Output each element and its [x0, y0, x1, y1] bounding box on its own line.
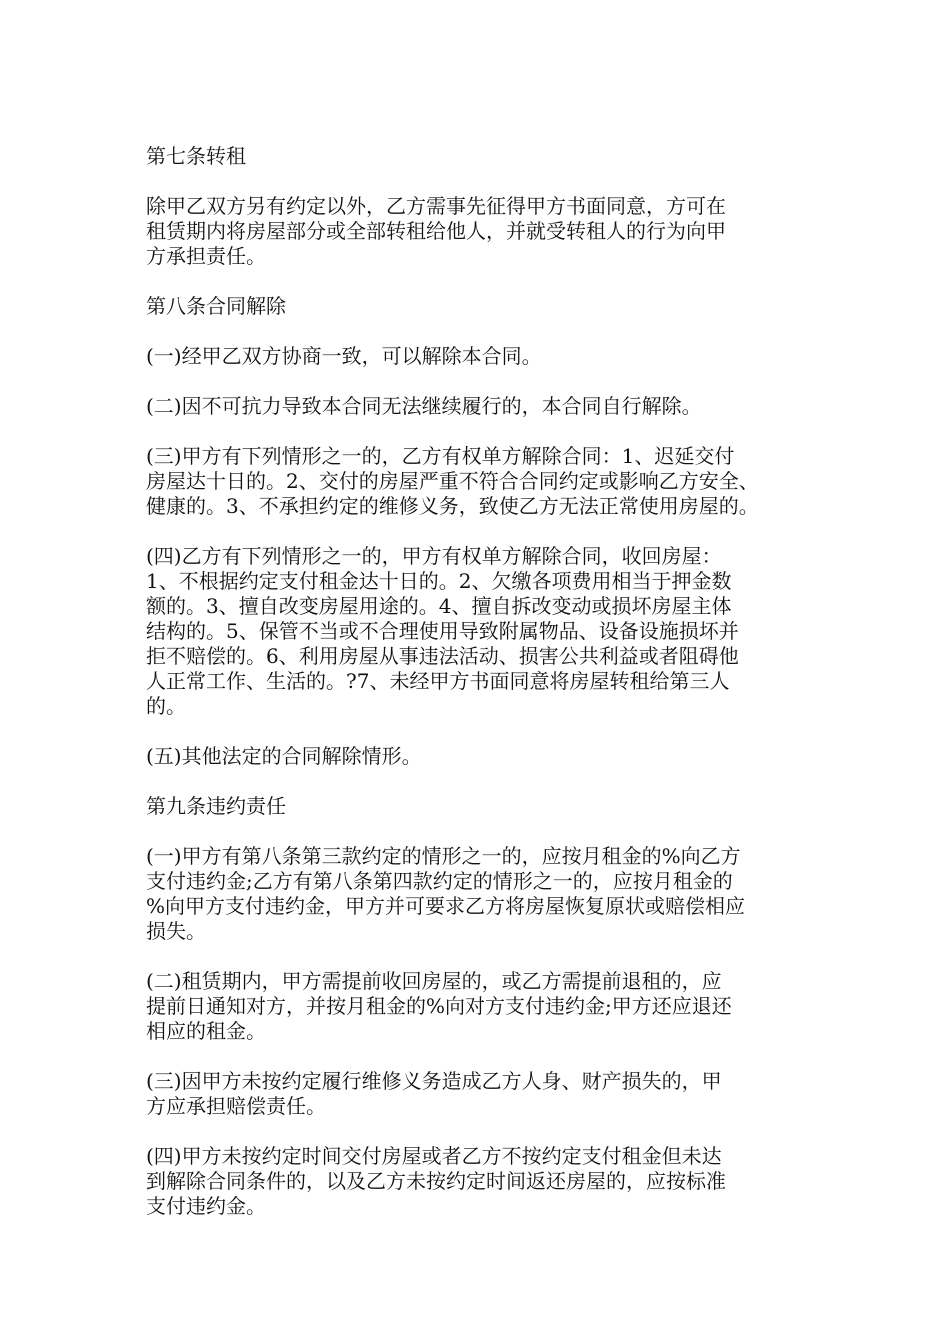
article-8-item-3: (三)甲方有下列情形之一的，乙方有权单方解除合同：1、迟延交付 房屋达十日的。2、交付的房屋严重不符合合同约定或影响乙方安全、 健康的。3、不承担约定的维修义务，致使乙方无法正常使用房屋的。	[146, 444, 759, 518]
article-9-item-1: (一)甲方有第八条第三款约定的情形之一的，应按月租金的%向乙方 支付违约金;乙方有第八条第四款约定的情形之一的，应按月租金的 %向甲方支付违约金，甲方并可要求乙方将房屋恢复原状或赔偿相应 损失。	[146, 844, 746, 943]
article-9-item-4: (四)甲方未按约定时间交付房屋或者乙方不按约定支付租金但未达 到解除合同条件的，以及乙方未按约定时间返还房屋的，应按标准 支付违约金。	[146, 1144, 726, 1218]
document-page	[146, 144, 818, 1244]
article-9-item-3: (三)因甲方未按约定履行维修义务造成乙方人身、财产损失的，甲 方应承担赔偿责任。	[146, 1069, 722, 1118]
article-7-body: 除甲乙双方另有约定以外，乙方需事先征得甲方书面同意，方可在 租赁期内将房屋部分或全部转租给他人，并就受转租人的行为向甲 方承担责任。	[146, 194, 726, 268]
article-9-item-2: (二)租赁期内，甲方需提前收回房屋的，或乙方需提前退租的，应 提前日通知对方，并按月租金的%向对方支付违约金;甲方还应退还 相应的租金。	[146, 969, 732, 1043]
article-7-heading: 第七条转租	[146, 144, 246, 168]
article-9-heading: 第九条违约责任	[146, 794, 286, 818]
article-8-item-5: (五)其他法定的合同解除情形。	[146, 744, 422, 768]
article-8-item-1: (一)经甲乙双方协商一致，可以解除本合同。	[146, 344, 542, 368]
article-8-item-2: (二)因不可抗力导致本合同无法继续履行的，本合同自行解除。	[146, 394, 702, 418]
article-8-heading: 第八条合同解除	[146, 294, 286, 318]
article-8-item-4: (四)乙方有下列情形之一的，甲方有权单方解除合同，收回房屋： 1、不根据约定支付租金达十日的。2、欠缴各项费用相当于押金数 额的。3、擅自改变房屋用途的。4、擅自拆改变动或损坏房屋主体 结构的。5、保管不当或不合理使用导致附属物品、设备设施损坏并 拒不赔偿的。6、利用房屋从事违法活动、损害公共利益或者阻碍他 人正常工作、生活的。?7、未经甲方书面同意将房屋转租给第三人 的。	[146, 544, 739, 718]
